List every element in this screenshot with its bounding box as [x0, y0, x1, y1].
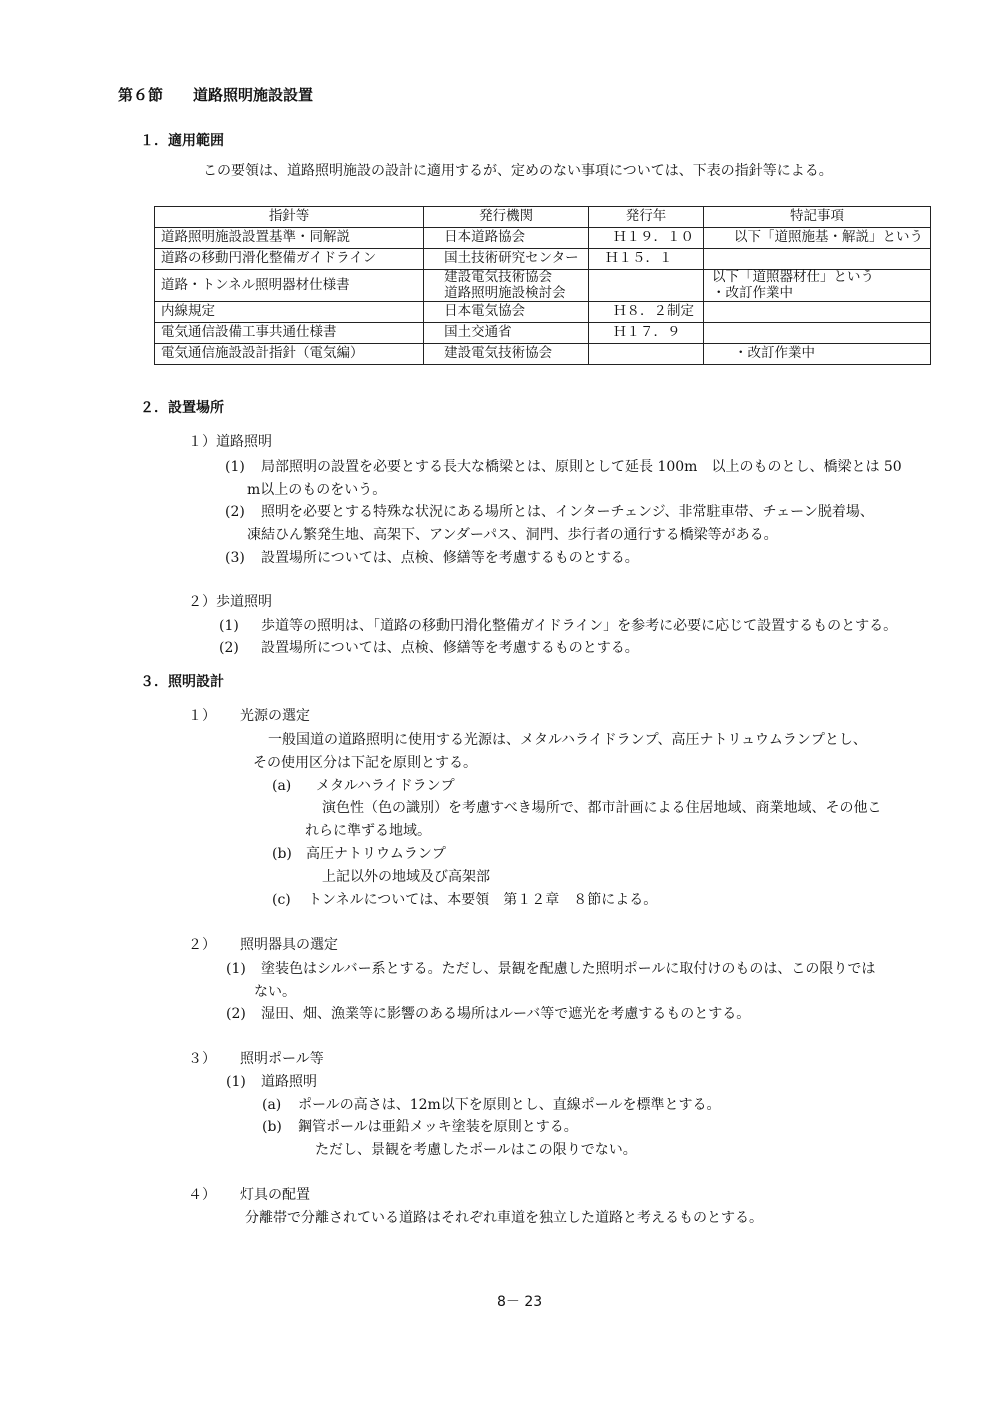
item-text: ポールの高さは、12m以下を原則とし、直線ポールを標準とする。 — [298, 1097, 721, 1113]
table-header: 指針等 — [155, 207, 424, 228]
table-cell: 日本道路協会 — [424, 228, 589, 249]
item-text: 鋼管ポールは亜鉛メッキ塗装を原則とする。 — [298, 1119, 578, 1135]
item-text: ただし、景観を考慮したポールはこの限りでない。 — [315, 1142, 637, 1158]
scope-intro: この要領は、道路照明施設の設計に適用するが、定めのない事項については、下表の指針等による。 — [203, 163, 833, 179]
table-header: 発行年 — [589, 207, 704, 228]
item-number: (2) — [225, 504, 245, 520]
table-cell: 道路の移動円滑化整備ガイドライン — [155, 249, 424, 270]
item-title: 高圧ナトリウムランプ — [306, 846, 446, 862]
item-number: (1) — [225, 459, 245, 475]
table-cell: 電気通信施設設計指針（電気編） — [155, 344, 424, 365]
heading-location: ２．設置場所 — [140, 400, 224, 416]
item-number: (a) — [272, 778, 292, 794]
reference-table — [154, 206, 931, 365]
item-text: ない。 — [254, 984, 296, 1000]
table-cell-line: 道路照明施設検討会 — [444, 284, 566, 301]
table-row — [155, 323, 931, 344]
heading-scope: １．適用範囲 — [140, 133, 224, 149]
item-text: 湿田、畑、漁業等に影響のある場所はルーバ等で遮光を考慮するものとする。 — [261, 1006, 751, 1022]
subheading-fixture-arrangement: 灯具の配置 — [240, 1187, 310, 1203]
subheading-fixture-selection: 照明器具の選定 — [240, 937, 338, 953]
item-number: (1) — [226, 961, 246, 977]
item-text: 上記以外の地域及び高架部 — [322, 869, 490, 885]
subheading-number: ２） — [188, 937, 216, 953]
item-title: 道路照明 — [261, 1074, 317, 1090]
item-text: トンネルについては、本要領 第１２章 ８節による。 — [308, 892, 658, 908]
table-row — [155, 270, 931, 302]
table-cell — [589, 344, 704, 365]
item-number: (b) — [272, 846, 292, 862]
subheading-road-lighting: １）道路照明 — [188, 434, 272, 450]
heading-lighting-design: ３．照明設計 — [140, 674, 224, 690]
item-text: 演色性（色の識別）を考慮すべき場所で、都市計画による住居地域、商業地域、その他こ — [322, 800, 882, 816]
table-cell: 以下「道照施基・解説」という — [704, 228, 931, 249]
table-cell: 道路照明施設設置基準・同解説 — [155, 228, 424, 249]
item-number: (1) — [226, 1074, 246, 1090]
section-title: 第６節 道路照明施設設置 — [118, 86, 314, 104]
table-cell — [589, 270, 704, 302]
item-text: 照明を必要とする特殊な状況にある場所とは、インターチェンジ、非常駐車帯、チェーン脱着場、 — [261, 504, 874, 520]
subheading-sidewalk-lighting: ２）歩道照明 — [188, 594, 272, 610]
table-cell: Ｈ１７．９ — [589, 323, 704, 344]
table-cell — [704, 302, 931, 323]
table-cell: 内線規定 — [155, 302, 424, 323]
table-cell — [704, 323, 931, 344]
table-cell — [704, 270, 931, 302]
table-header: 発行機関 — [424, 207, 589, 228]
table-row — [155, 302, 931, 323]
table-cell: Ｈ１５．１ — [589, 249, 704, 270]
item-text: 局部照明の設置を必要とする長大な橋梁とは、原則として延長 100m 以上のものとし、橋梁とは 50 — [261, 459, 902, 475]
item-text: れらに準ずる地域。 — [305, 823, 431, 839]
subheading-number: ４） — [188, 1187, 216, 1203]
table-row — [155, 249, 931, 270]
item-number: (b) — [262, 1119, 282, 1135]
subheading-lighting-pole: 照明ポール等 — [240, 1051, 324, 1067]
table-cell: Ｈ１９．１０ — [589, 228, 704, 249]
item-text: 設置場所については、点検、修繕等を考慮するものとする。 — [261, 640, 639, 656]
table-cell: ・改訂作業中 — [704, 344, 931, 365]
subheading-number: ３） — [188, 1051, 216, 1067]
item-title: メタルハライドランプ — [316, 778, 455, 794]
paragraph-text: その使用区分は下記を原則とする。 — [253, 755, 477, 771]
item-text: m以上のものをいう。 — [247, 482, 387, 498]
item-number: (1) — [219, 618, 239, 634]
item-number: (2) — [219, 640, 239, 656]
table-cell-line: ・改訂作業中 — [712, 284, 793, 301]
table-row — [155, 344, 931, 365]
item-number: (a) — [262, 1097, 282, 1113]
item-number: (c) — [272, 892, 291, 908]
item-text: 設置場所については、点検、修繕等を考慮するものとする。 — [261, 550, 639, 566]
table-cell: Ｈ８．２制定 — [589, 302, 704, 323]
subheading-number: １） — [188, 708, 216, 724]
table-cell-line: 以下「道照器材仕」という — [712, 269, 874, 285]
table-header-row — [155, 207, 931, 228]
item-text: 凍結ひん繁発生地、高架下、アンダーパス、洞門、歩行者の通行する橋梁等がある。 — [247, 527, 778, 543]
table-cell: 国土技術研究センター — [424, 249, 589, 270]
table-cell — [704, 249, 931, 270]
page-number: 8－ 23 — [497, 1294, 543, 1310]
item-text: 歩道等の照明は、「道路の移動円滑化整備ガイドライン」を参考に必要に応じて設置するものとする。 — [261, 618, 898, 634]
table-row — [155, 228, 931, 249]
table-cell: 電気通信設備工事共通仕様書 — [155, 323, 424, 344]
item-text: 塗装色はシルバー系とする。ただし、景観を配慮した照明ポールに取付けのものは、この限りでは — [261, 961, 876, 977]
paragraph-text: 分離帯で分離されている道路はそれぞれ車道を独立した道路と考えるものとする。 — [245, 1210, 763, 1226]
paragraph-text: 一般国道の道路照明に使用する光源は、メタルハライドランプ、高圧ナトリュウムランプとし、 — [268, 732, 867, 748]
table-cell: 道路・トンネル照明器材仕様書 — [155, 270, 424, 302]
item-number: (3) — [225, 550, 245, 566]
table-cell — [424, 270, 589, 302]
table-cell: 国土交通省 — [424, 323, 589, 344]
table-cell: 日本電気協会 — [424, 302, 589, 323]
table-cell: 建設電気技術協会 — [424, 344, 589, 365]
table-header: 特記事項 — [704, 207, 931, 228]
subheading-light-source: 光源の選定 — [240, 708, 310, 724]
item-number: (2) — [226, 1006, 246, 1022]
table-cell-line: 建設電気技術協会 — [444, 269, 553, 285]
